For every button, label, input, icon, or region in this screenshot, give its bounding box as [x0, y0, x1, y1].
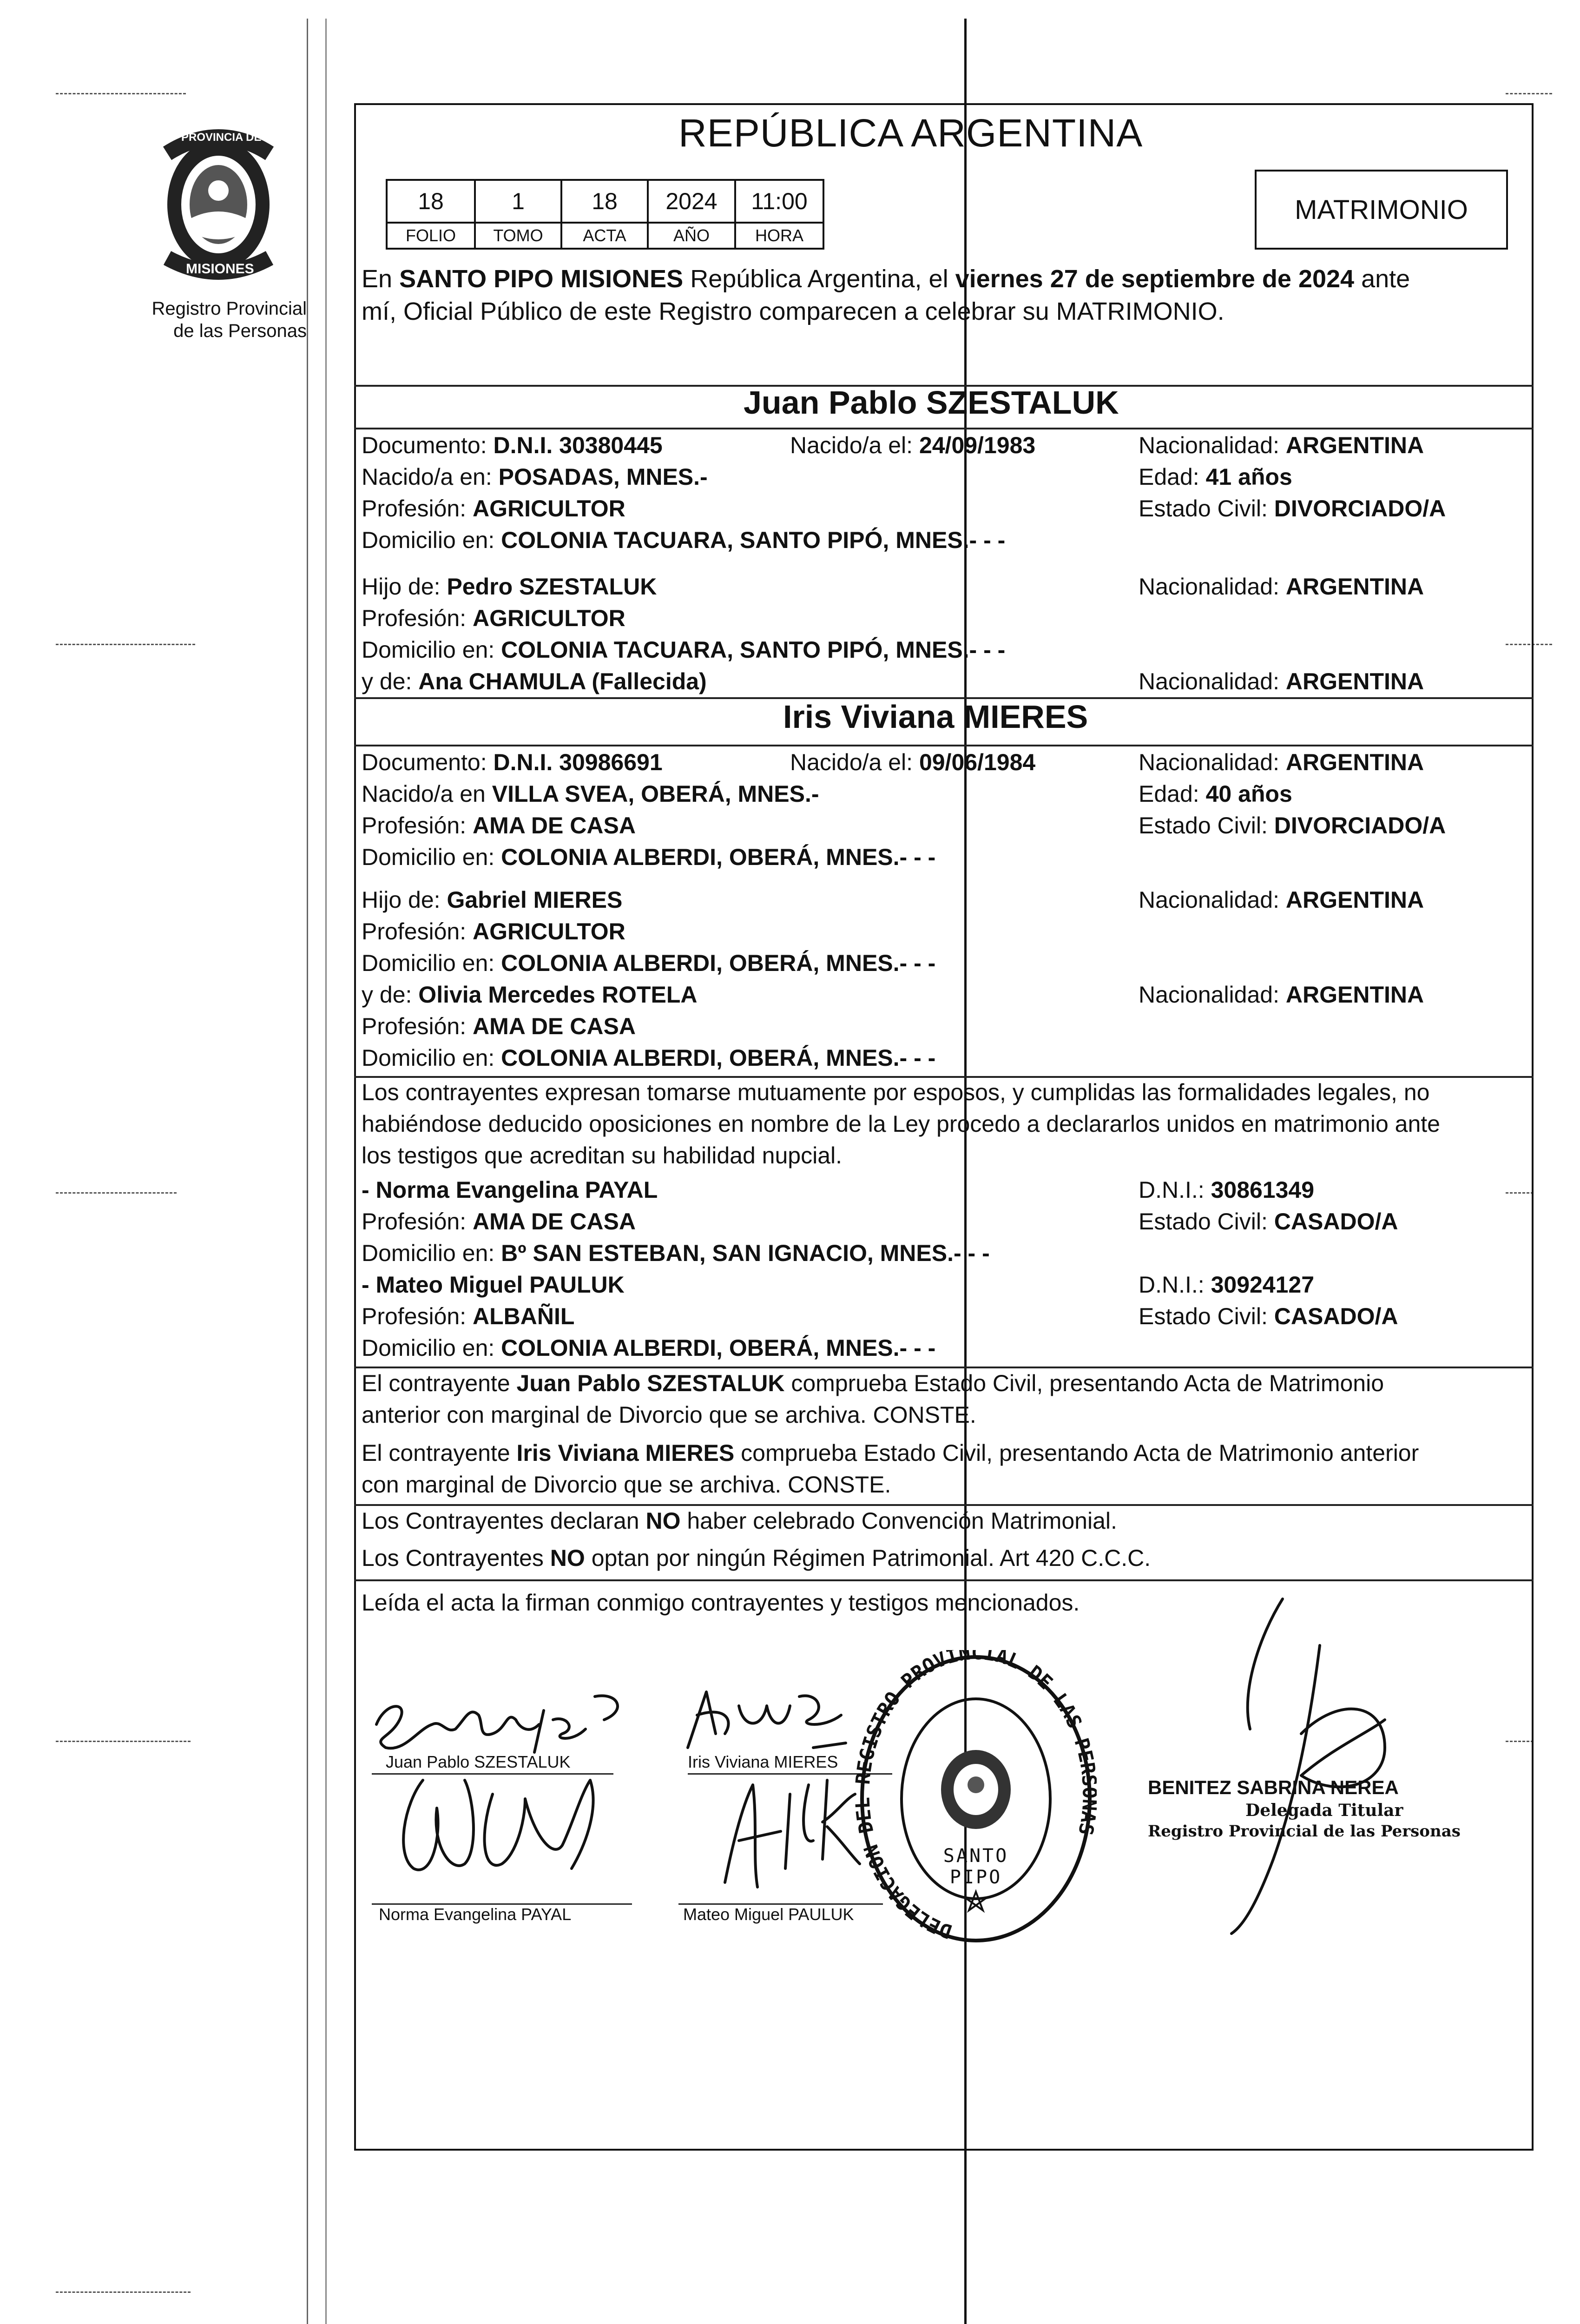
signature-label-iris-viviana: Iris Viviana MIERES: [688, 1752, 838, 1771]
registry-label-line2: de las Personas: [173, 321, 307, 341]
section-divider: [354, 745, 1534, 746]
officer-stamp: [1148, 1776, 1473, 1842]
spouse2-dni: D.N.I. 30986691: [493, 749, 663, 775]
spouse1-document: Documento: D.N.I. 30380445: [362, 432, 663, 458]
spouse2-name: Iris Viviana MIERES: [783, 699, 1088, 735]
witness2-dni: D.N.I.: 30924127: [1139, 1272, 1315, 1298]
section-divider: [354, 428, 1534, 429]
signature-label-mateo-miguel: Mateo Miguel PAULUK: [683, 1905, 854, 1924]
declaration-line-3: los testigos que acreditan su habilidad nupcial.: [362, 1142, 843, 1169]
witness1-address: Domicilio en: Bº SAN ESTEBAN, SAN IGNACIO, MNES.- - -: [362, 1240, 990, 1266]
witness1-dni: D.N.I.: 30861349: [1139, 1177, 1315, 1203]
tomo-value: 1: [474, 179, 562, 224]
declaration-line-1: Los contrayentes expresan tomarse mutuamente por esposos, y cumplidas las formalidades legales, no: [362, 1079, 1430, 1105]
spouse2-birthplace: Nacido/a en VILLA SVEA, OBERÁ, MNES.-: [362, 781, 819, 807]
spouse1-nationality: Nacionalidad: ARGENTINA: [1139, 432, 1424, 458]
anio-caption: AÑO: [647, 224, 736, 250]
spouse1-father: Hijo de: Pedro SZESTALUK: [362, 574, 657, 600]
emblem-icon: [149, 125, 288, 284]
spouse1-address: Domicilio en: COLONIA TACUARA, SANTO PIPÓ, MNES.- - -: [362, 527, 1006, 553]
section-divider: [354, 1367, 1534, 1368]
anio-value: 2024: [647, 179, 736, 224]
spouse2-nationality: Nacionalidad: ARGENTINA: [1139, 749, 1424, 775]
spouse2-mother-address: Domicilio en: COLONIA ALBERDI, OBERÁ, MNES.- - -: [362, 1045, 936, 1071]
folio-value: 18: [386, 179, 476, 224]
spouse1-profession: Profesión: AGRICULTOR: [362, 495, 625, 522]
margin-tick: [56, 93, 186, 94]
spouse2-mother-nationality: Nacionalidad: ARGENTINA: [1139, 982, 1424, 1008]
spouse1-age: Edad: 41 años: [1139, 464, 1292, 490]
spouse2-profession: Profesión: AMA DE CASA: [362, 812, 636, 838]
witness2-civil-status: Estado Civil: CASADO/A: [1139, 1303, 1398, 1329]
spouse2-document: Documento: D.N.I. 30986691: [362, 749, 663, 775]
signature-label-juan-pablo: Juan Pablo SZESTALUK: [386, 1752, 571, 1771]
witness2-address: Domicilio en: COLONIA ALBERDI, OBERÁ, MNES.- - -: [362, 1335, 936, 1361]
fold-line: [964, 19, 967, 2324]
country-title: REPÚBLICA ARGENTINA: [678, 111, 1143, 155]
officer-registry: Registro Provincial de las Personas: [1148, 1822, 1461, 1841]
section-divider: [354, 1504, 1534, 1506]
tomo-caption: TOMO: [474, 224, 562, 250]
spouse1-birthdate: 24/09/1983: [919, 432, 1036, 458]
spouse2-father-nationality: Nacionalidad: ARGENTINA: [1139, 887, 1424, 913]
spouse1-born: Nacido/a el: 24/09/1983: [790, 432, 1036, 458]
intro-mid: República Argentina, el: [683, 265, 955, 293]
margin-tick: [56, 1192, 177, 1194]
spouse2-age: Edad: 40 años: [1139, 781, 1292, 807]
hora-value: 11:00: [734, 179, 824, 224]
seal-ring-text: DELEGACION D GISTRO PROVINCIAL DE LAS PE S: [855, 1650, 1097, 1943]
note1-line-2: anterior con marginal de Divorcio que se archiva. CONSTE.: [362, 1402, 976, 1428]
spouse1-mother-nationality: Nacionalidad: ARGENTINA: [1139, 668, 1424, 694]
intro-line-1: [362, 265, 1410, 293]
spouse1-father-profession: Profesión: AGRICULTOR: [362, 605, 625, 631]
witness1-profession: Profesión: AMA DE CASA: [362, 1208, 636, 1235]
closing-text: Leída el acta la firman conmigo contrayentes y testigos mencionados.: [362, 1590, 1080, 1616]
folio-caption: FOLIO: [386, 224, 476, 250]
spouse2-mother: y de: Olivia Mercedes ROTELA: [362, 982, 698, 1008]
emblem-text-bottom: MISIONES: [186, 261, 254, 277]
margin-tick: [56, 644, 195, 645]
intro-post: ante: [1354, 265, 1410, 293]
spouse1-mother: y de: Ana CHAMULA (Fallecida): [362, 668, 707, 694]
spouse2-address: Domicilio en: COLONIA ALBERDI, OBERÁ, MNES.- - -: [362, 844, 936, 870]
section-divider: [354, 1076, 1534, 1078]
signature-label-norma-evangelina: Norma Evangelina PAYAL: [379, 1905, 572, 1924]
witness1-civil-status: Estado Civil: CASADO/A: [1139, 1208, 1398, 1235]
registry-label: [130, 297, 307, 342]
province-emblem: [149, 125, 288, 284]
intro-line-2: mí, Oficial Público de este Registro comparecen a celebrar su MATRIMONIO.: [362, 297, 1224, 325]
officer-title: Delegada Titular: [1245, 1801, 1403, 1820]
witness1-name: - Norma Evangelina PAYAL: [362, 1177, 658, 1203]
note2-line-2: con marginal de Divorcio que se archiva. CONSTE.: [362, 1472, 891, 1498]
officer-name: BENITEZ SABRINA NEREA: [1148, 1776, 1399, 1798]
emblem-text-top: PROVINCIA DE: [181, 131, 262, 144]
margin-tick: [1506, 93, 1552, 94]
signature-juan-pablo: [367, 1683, 646, 1762]
seal-icon: [855, 1650, 1097, 1948]
margin-tick: [56, 1741, 191, 1742]
spouse1-father-nationality: Nacionalidad: ARGENTINA: [1139, 574, 1424, 600]
spouse2-father-address: Domicilio en: COLONIA ALBERDI, OBERÁ, MNES.- - -: [362, 950, 936, 976]
document-type-box: MATRIMONIO: [1255, 170, 1508, 250]
spouse2-civil-status: Estado Civil: DIVORCIADO/A: [1139, 812, 1446, 838]
spouse1-birthplace: Nacido/a en: POSADAS, MNES.-: [362, 464, 708, 490]
note1-line-1: El contrayente Juan Pablo SZESTALUK comprueba Estado Civil, presentando Acta de Matrimonio: [362, 1370, 1384, 1396]
declaration-line-2: habiéndose deducido oposiciones en nombre de la Ley procedo a declararlos unidos en matrimonio ante: [362, 1111, 1440, 1137]
registry-label-line1: Registro Provincial: [151, 298, 307, 319]
spouse2-father-profession: Profesión: AGRICULTOR: [362, 918, 625, 944]
intro-place: SANTO PIPO MISIONES: [399, 265, 684, 293]
seal-inner-text: SANTO PIPO: [943, 1845, 1009, 1888]
spouse2-mother-profession: Profesión: AMA DE CASA: [362, 1013, 636, 1039]
intro-pre: En: [362, 265, 400, 293]
spouse1-father-address: Domicilio en: COLONIA TACUARA, SANTO PIPÓ, MNES.- - -: [362, 637, 1006, 663]
witness2-profession: Profesión: ALBAÑIL: [362, 1303, 575, 1329]
spouse2-born: Nacido/a el: 09/06/1984: [790, 749, 1036, 775]
binding-line: [307, 19, 308, 2324]
spouse1-civil-status: Estado Civil: DIVORCIADO/A: [1139, 495, 1446, 522]
signature-line: [372, 1773, 613, 1775]
note2-line-1: El contrayente Iris Viviana MIERES comprueba Estado Civil, presentando Acta de Matrimonio anterior: [362, 1440, 1419, 1466]
binding-line: [325, 19, 327, 2324]
registry-seal: [855, 1650, 1097, 1948]
witness2-name: - Mateo Miguel PAULUK: [362, 1272, 625, 1298]
signature-iris-viviana: [669, 1678, 864, 1762]
spouse1-name: Juan Pablo SZESTALUK: [744, 384, 1119, 421]
signature-officer: [1125, 1580, 1450, 1952]
hora-caption: HORA: [734, 224, 824, 250]
spouse2-birthdate: 09/06/1984: [919, 749, 1036, 775]
intro-date: viernes 27 de septiembre de 2024: [955, 265, 1355, 293]
spouse1-dni: D.N.I. 30380445: [493, 432, 663, 458]
acta-caption: ACTA: [560, 224, 649, 250]
convention-line-1: Los Contrayentes declaran NO haber celebrado Convención Matrimonial.: [362, 1508, 1117, 1534]
convention-line-2: Los Contrayentes NO optan por ningún Régimen Patrimonial. Art 420 C.C.C.: [362, 1545, 1151, 1571]
margin-tick: [56, 2291, 191, 2293]
spouse2-father: Hijo de: Gabriel MIERES: [362, 887, 623, 913]
acta-value: 18: [560, 179, 649, 224]
